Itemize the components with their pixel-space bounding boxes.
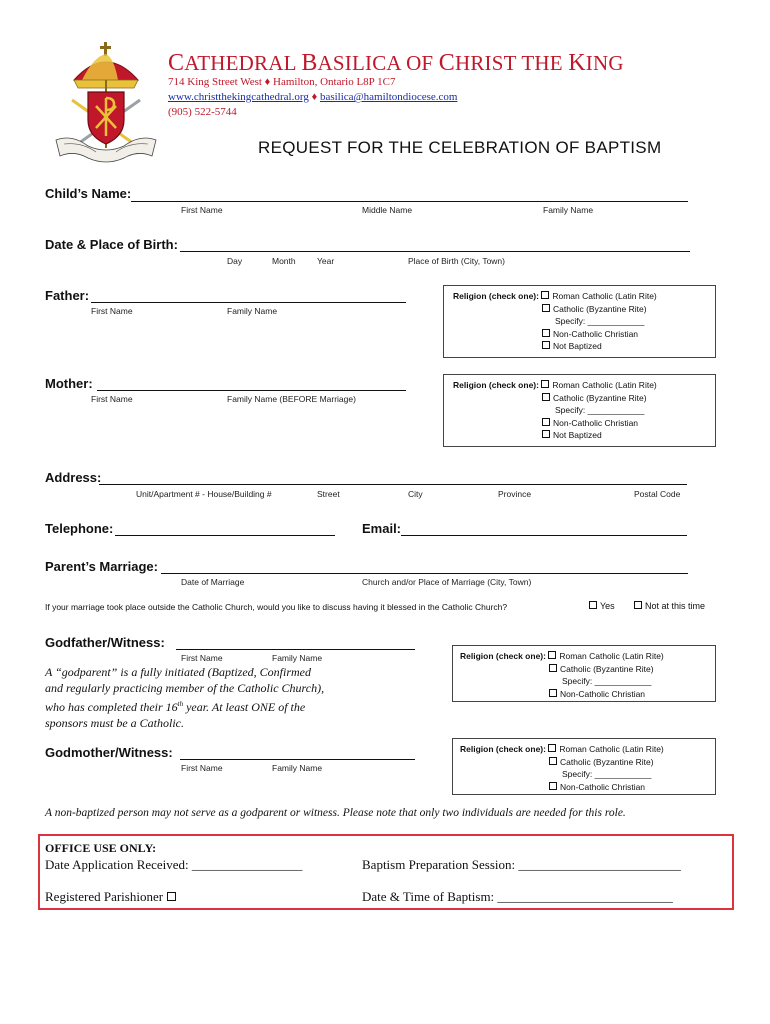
godmother-name-field[interactable] <box>180 759 415 760</box>
child-name-label: Child’s Name: <box>45 186 132 201</box>
website-link[interactable]: www.christthekingcathedral.org <box>168 91 309 103</box>
office-baptism-time[interactable]: Date & Time of Baptism: ___________________________ <box>362 889 673 904</box>
mother-label: Mother: <box>45 376 93 391</box>
organization-name: CATHEDRAL BASILICA OF CHRIST THE KING <box>168 50 624 76</box>
office-registered-parishioner[interactable]: Registered Parishioner <box>45 889 176 905</box>
godmother-byzantine-checkbox[interactable] <box>549 757 557 765</box>
godfather-family-name-caption: Family Name <box>272 653 323 663</box>
organization-phone: (905) 522-5744 <box>168 106 237 118</box>
cathedral-crest-logo <box>52 40 160 168</box>
address-unit-caption: Unit/Apartment # - House/Building # <box>136 489 272 499</box>
godfather-byzantine-checkbox[interactable] <box>549 664 557 672</box>
godfather-name-field[interactable] <box>176 649 415 650</box>
mother-religion-box: Religion (check one): Roman Catholic (Latin Rite) Catholic (Byzantine Rite) Specify: ____________ Non-Catholic Christian Not Baptized <box>443 374 716 447</box>
registered-parishioner-checkbox[interactable] <box>167 892 176 901</box>
address-street-caption: Street <box>317 489 340 499</box>
birth-year-caption: Year <box>317 256 335 266</box>
email-label: Email: <box>362 521 402 536</box>
office-prep-session[interactable]: Baptism Preparation Session: _________________________ <box>362 857 681 872</box>
marriage-not-now-checkbox[interactable] <box>634 601 642 609</box>
office-heading: OFFICE USE ONLY: <box>45 841 157 855</box>
father-byzantine-checkbox[interactable] <box>542 304 550 312</box>
godfather-religion-box: Religion (check one): Roman Catholic (Latin Rite) Catholic (Byzantine Rite) Specify: ____________ Non-Catholic Christian <box>452 645 716 702</box>
telephone-field[interactable] <box>115 535 335 536</box>
marriage-church-caption: Church and/or Place of Marriage (City, Town) <box>362 577 532 587</box>
marriage-blessing-question: If your marriage took place outside the Catholic Church, would you like to discuss having it blessed in the Catholic Church? <box>45 602 508 612</box>
address-label: Address: <box>45 470 102 485</box>
telephone-label: Telephone: <box>45 521 114 536</box>
mother-name-field[interactable] <box>97 390 406 391</box>
birth-field[interactable] <box>180 251 690 252</box>
address-province-caption: Province <box>498 489 532 499</box>
father-name-field[interactable] <box>91 302 406 303</box>
godfather-first-name-caption: First Name <box>181 653 223 663</box>
godmother-religion-box: Religion (check one): Roman Catholic (Latin Rite) Catholic (Byzantine Rite) Specify: ____________ Non-Catholic Christian <box>452 738 716 795</box>
organization-address: 714 King Street West ♦ Hamilton, Ontario L8P 1C7 <box>168 76 396 88</box>
child-family-name-caption: Family Name <box>543 205 594 215</box>
father-family-name-caption: Family Name <box>227 306 278 316</box>
godfather-roman-catholic-checkbox[interactable] <box>548 651 556 659</box>
marriage-yes-option[interactable]: Yes <box>589 601 615 611</box>
marriage-yes-checkbox[interactable] <box>589 601 597 609</box>
father-first-name-caption: First Name <box>91 306 133 316</box>
godmother-family-name-caption: Family Name <box>272 763 323 773</box>
godfather-label: Godfather/Witness: <box>45 635 165 650</box>
email-link[interactable]: basilica@hamiltondiocese.com <box>319 91 458 103</box>
godmother-roman-catholic-checkbox[interactable] <box>548 744 556 752</box>
address-city-caption: City <box>408 489 423 499</box>
child-middle-name-caption: Middle Name <box>362 205 413 215</box>
sponsor-note: A non-baptized person may not serve as a godparent or witness. Please note that only two individuals are needed for this role. <box>45 807 626 819</box>
marriage-date-caption: Date of Marriage <box>181 577 245 587</box>
father-non-catholic-checkbox[interactable] <box>542 329 550 337</box>
birth-day-caption: Day <box>227 256 243 266</box>
father-not-baptized-checkbox[interactable] <box>542 341 550 349</box>
birth-place-caption: Place of Birth (City, Town) <box>408 256 505 266</box>
mother-roman-catholic-checkbox[interactable] <box>541 380 549 388</box>
child-name-field[interactable] <box>131 201 688 202</box>
godparent-note: A “godparent” is a fully initiated (Baptized, Confirmed and regularly practicing member of the Catholic Church), who has completed their 16th year. At least ONE of the sponsors must be a Catholic. <box>45 665 325 730</box>
mother-byzantine-checkbox[interactable] <box>542 393 550 401</box>
father-religion-box: Religion (check one): Roman Catholic (Latin Rite) Catholic (Byzantine Rite) Specify: ____________ Non-Catholic Christian Not Baptized <box>443 285 716 358</box>
godmother-non-catholic-checkbox[interactable] <box>549 782 557 790</box>
address-postal-caption: Postal Code <box>634 489 681 499</box>
email-field[interactable] <box>401 535 687 536</box>
child-first-name-caption: First Name <box>181 205 223 215</box>
office-date-received[interactable]: Date Application Received: _________________ <box>45 857 303 872</box>
birth-month-caption: Month <box>272 256 296 266</box>
marriage-not-now-option[interactable]: Not at this time <box>634 601 705 611</box>
godmother-label: Godmother/Witness: <box>45 745 173 760</box>
mother-non-catholic-checkbox[interactable] <box>542 418 550 426</box>
godmother-first-name-caption: First Name <box>181 763 223 773</box>
page-title: REQUEST FOR THE CELEBRATION OF BAPTISM <box>258 138 662 157</box>
marriage-label: Parent’s Marriage: <box>45 559 158 574</box>
birth-label: Date & Place of Birth: <box>45 237 178 252</box>
address-field[interactable] <box>99 484 687 485</box>
godfather-non-catholic-checkbox[interactable] <box>549 689 557 697</box>
father-label: Father: <box>45 288 90 303</box>
mother-not-baptized-checkbox[interactable] <box>542 430 550 438</box>
father-roman-catholic-checkbox[interactable] <box>541 291 549 299</box>
organization-contact: www.christthekingcathedral.org ♦ basilica@hamiltondiocese.com <box>168 91 458 103</box>
mother-first-name-caption: First Name <box>91 394 133 404</box>
marriage-field[interactable] <box>161 573 688 574</box>
mother-family-name-caption: Family Name (BEFORE Marriage) <box>227 394 356 404</box>
